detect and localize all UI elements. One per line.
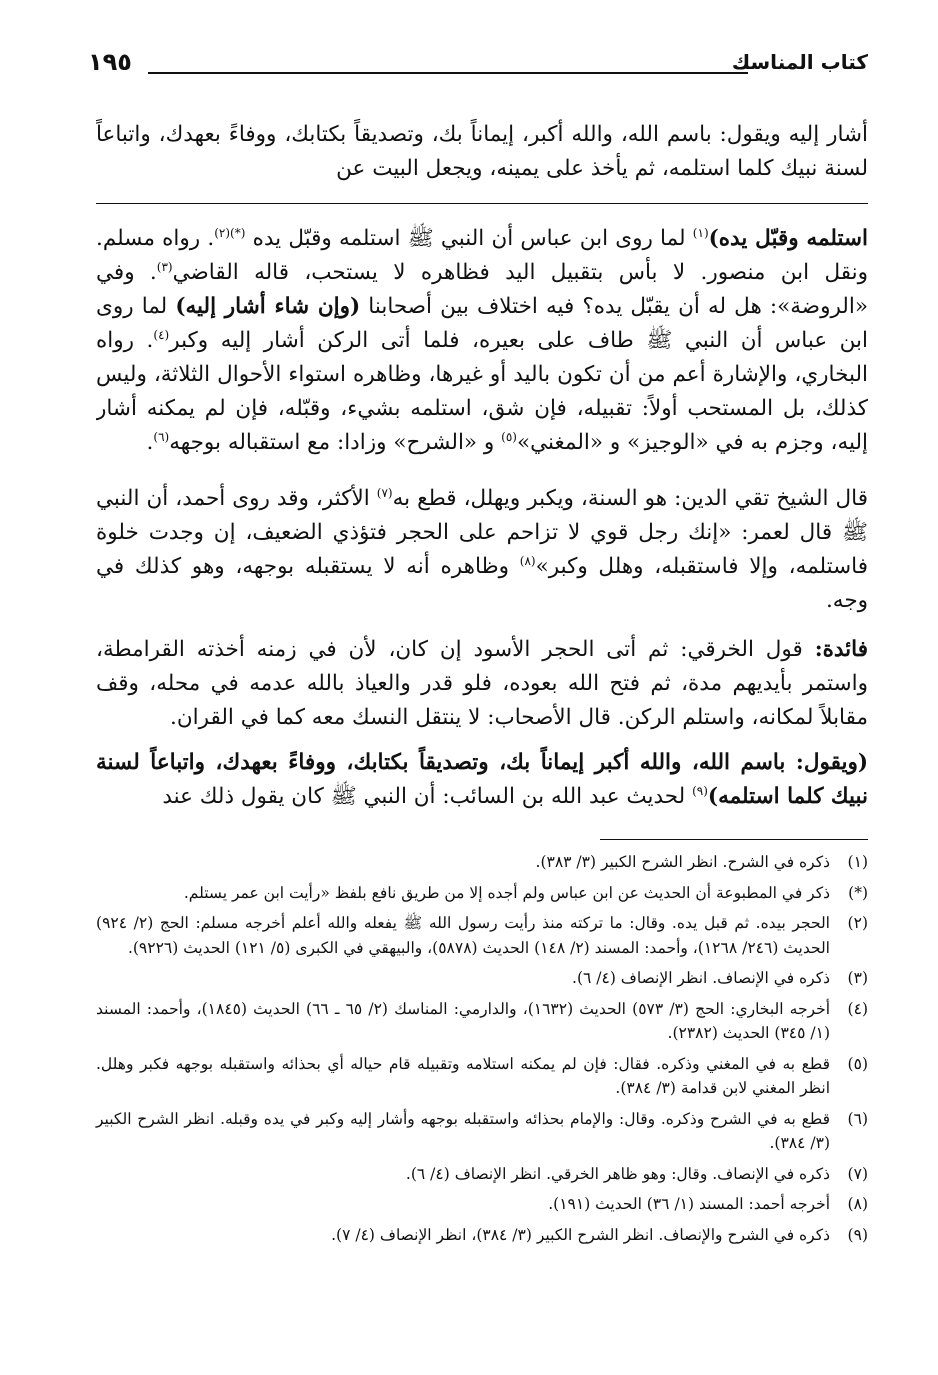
quoted-matn: (وإن شاء أشار إليه) xyxy=(175,294,361,319)
commentary-text: لما روى ابن عباس أن النبي ﷺ طاف على بعيره، فلما أتى الركن أشار إليه وكبر xyxy=(96,294,868,353)
footnote-text: ذكر في المطبوعة أن الحديث عن ابن عباس ولم أجده إلا من طريق نافع بلفظ «رأيت ابن عمر يستلم. xyxy=(183,883,830,902)
footnote xyxy=(96,911,868,960)
footnote-marker[interactable]: (١) xyxy=(692,225,709,240)
running-header xyxy=(88,50,868,90)
footnotes-list xyxy=(96,850,868,1253)
commentary-text: و «الشرح» وزادا: مع استقباله بوجهه xyxy=(169,430,502,455)
footnote xyxy=(96,1223,868,1248)
main-text-paragraph: أشار إليه ويقول: باسم الله، والله أكبر، إيماناً بك، وتصديقاً بكتابك، ووفاءً بعهدك، واتباعاً لسنة نبيك كلما استلمه، ثم يأخذ على يمينه، ويجعل البيت عن xyxy=(96,121,868,181)
footnote-marker[interactable]: (*)(٢) xyxy=(214,225,246,240)
quoted-matn: استلمه وقبّل يده) xyxy=(708,226,868,251)
footnote-marker[interactable]: (٦) xyxy=(153,429,170,444)
footnote-marker[interactable]: (٧) xyxy=(376,485,393,500)
footnote-marker[interactable]: (٤) xyxy=(153,327,170,342)
footnote-text: قطع به في المغني وذكره. فقال: فإن لم يمكنه استلامه وتقبيله قام حياله أي بحذائه واستقبله بوجهه فكبر وهلل. انظر المغني لابن قدامة (٣/ ٣٨٤). xyxy=(96,1054,830,1097)
footnote-text: ذكره في الإنصاف. وقال: وهو ظاهر الخرقي. انظر الإنصاف (٤/ ٦). xyxy=(405,1164,830,1183)
footnote-text: أخرجه البخاري: الحج (٣/ ٥٧٣) الحديث (١٦٣٢)، والدارمي: المناسك (٢/ ٦٥ ـ ٦٦) الحديث (١٨٤٥)، وأحمد: المسند (١/ ٣٤٥) الحديث (٢٣٨٢). xyxy=(96,999,830,1042)
commentary-text: قال الشيخ تقي الدين: هو السنة، ويكبر ويهلل، قطع به xyxy=(392,486,868,511)
footnote xyxy=(96,881,868,906)
footnote-text: قطع به في الشرح وذكره. وقال: والإمام بحذائه واستقبله بوجهه وأشار إليه وكبر في يده وقبله. انظر الشرح الكبير (٣/ ٣٨٤). xyxy=(96,1109,830,1152)
footnote-marker[interactable]: (٩) xyxy=(692,783,708,798)
commentary-text: . وفي «الروضة»: هل له أن يقبّل يده؟ فيه اختلاف بين أصحابنا xyxy=(96,260,868,319)
footnote xyxy=(96,1052,868,1101)
footnote xyxy=(96,1107,868,1156)
footnote-marker[interactable]: (٥) xyxy=(501,429,517,444)
benefit-label: فائدة: xyxy=(814,637,868,662)
text-separator xyxy=(96,203,868,204)
footnote-number: (٤) xyxy=(847,999,868,1018)
footnote-number: (٦) xyxy=(847,1109,868,1128)
commentary-text: لحديث عبد الله بن السائب: أن النبي ﷺ كان يقول ذلك عند xyxy=(162,784,693,809)
commentary-paragraph-2 xyxy=(96,482,868,638)
commentary-paragraph-3 xyxy=(96,633,868,741)
commentary-text: الأكثر، وقد روى أحمد، أن النبي ﷺ قال لعمر: «إنك رجل قوي لا تزاحم على الحجر فتؤذي الضعيف، إن وجدت خلوة فاستلمه، وإلا فاستقبله، وهلل وكبر» xyxy=(96,486,868,579)
footnote-marker[interactable]: (٣) xyxy=(156,259,173,274)
footnote-text: ذكره في الشرح والإنصاف. انظر الشرح الكبير (٣/ ٣٨٤)، انظر الإنصاف (٤/ ٧). xyxy=(331,1225,830,1244)
chapter-title: كتاب المناسك xyxy=(731,50,868,74)
commentary-text: لما روى ابن عباس أن النبي ﷺ استلمه وقبّل يده xyxy=(245,226,693,251)
footnote-number: (٩) xyxy=(847,1225,868,1244)
footnote-number: (٥) xyxy=(847,1054,868,1073)
commentary-paragraph-1 xyxy=(96,222,868,490)
commentary-text: . xyxy=(146,430,154,455)
footnote xyxy=(96,966,868,991)
commentary-text: . رواه البخاري، والإشارة أعم من أن تكون باليد أو غيرها، وظاهره استواء الأحوال الثلاثة، وليس كذلك، بل المستحب أولاً: تقبيله، فإن شق، استلمه بشيء، وقبّله، فإن لم يمكنه أشار إليه، وجزم به في «الوجيز» و «المغني» xyxy=(96,328,868,455)
footnote-number: (٨) xyxy=(847,1195,868,1213)
footnote-marker[interactable]: (٨) xyxy=(519,553,536,568)
footnote-text: ذكره في الشرح. انظر الشرح الكبير (٣/ ٣٨٣). xyxy=(535,853,830,871)
footnote-number: (*) xyxy=(848,883,868,902)
footnote xyxy=(96,997,868,1046)
footnote-number: (١) xyxy=(847,853,868,871)
commentary-text: قول الخرقي: ثم أتى الحجر الأسود إن كان، لأن في زمنه أخذته القرامطة، واستمر بأيديهم مدة، ثم فتح الله بعوده، فلو قدر والعياذ بالله عدمه في محله، وقف مقابلاً لمكانه، واستلم الركن. قال الأصحاب: لا ينتقل النسك معه كما في القران. xyxy=(96,637,868,730)
header-rule xyxy=(148,72,748,74)
footnote-text: ذكره في الإنصاف. انظر الإنصاف (٤/ ٦). xyxy=(572,969,830,987)
footnote-number: (٧) xyxy=(847,1164,868,1183)
footnote-text: الحجر بيده. ثم قبل يده. وقال: ما تركته منذ رأيت رسول الله ﷺ يفعله والله أعلم أخرجه مسلم: الحج (٢/ ٩٢٤) الحديث (٢٤٦/ ١٢٦٨)، وأحمد: المسند (٢/ ١٤٨) الحديث (٥٨٧٨)، والبيهقي في الكبرى (٥/ ١٢١) الحديث (٩٢٢٦). xyxy=(96,914,830,957)
footnote xyxy=(96,1162,868,1187)
footnote xyxy=(96,850,868,875)
commentary-paragraph-4 xyxy=(96,746,868,828)
commentary-text: . رواه مسلم. ونقل ابن منصور. لا بأس بتقبيل اليد فظاهره لا يستحب، قاله القاضي xyxy=(96,226,868,285)
footnote xyxy=(96,1192,868,1217)
quoted-matn: (ويقول: باسم الله، والله أكبر إيماناً بك، وتصديقاً بكتابك، ووفاءً بعهدك، واتباعاً لسنة نبيك كلما استلمه) xyxy=(96,750,868,809)
footnote-number: (٢) xyxy=(847,914,868,932)
footnote-number: (٣) xyxy=(847,969,868,987)
footnote-text: أخرجه أحمد: المسند (١/ ٣٦) الحديث (١٩١). xyxy=(548,1195,830,1213)
page-number: ١٩٥ xyxy=(88,48,132,76)
commentary-text: وظاهره أنه لا يستقبله بوجهه، وهو كذلك في وجه. xyxy=(96,554,868,613)
footnote-rule xyxy=(600,839,868,840)
